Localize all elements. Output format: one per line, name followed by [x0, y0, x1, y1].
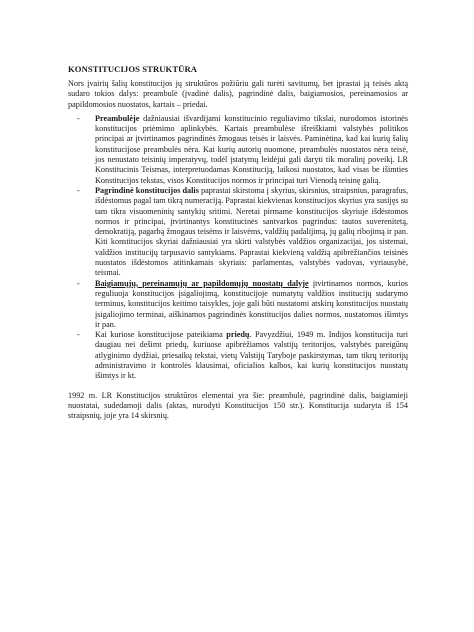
intro-paragraph: Nors įvairių šalių konstitucijos jų struktūros požiūriu gali turėti savitumų, bet įprastai ją teisės aktą sudaro tokios dalys: preambulė (įvadinė dalis), pagrindinė dalis, baigiamosios, pereinamosios ar papildomosios nuostatos, kartais – priedai.: [68, 79, 408, 109]
list-dash: -: [77, 113, 80, 123]
annexes-pre-text: Kai kuriose konstitucijose pateikiama: [95, 330, 227, 340]
list-item-annexes: [77, 330, 408, 381]
main-part-text: paprastai skirstoma į skyrius, skirsnius, straipsnius, paragrafus, išdėstomus pagal tam tikrą numeraciją. Paprastai kiekvienas konstitucijos skyrius yra susijęs su tam tikra visuomeninių santykių sritimi. Neretai pirmame konstitucijos skyriuje išdėstomos normos ir principai, įtvirtinantys konstitucinės santvarkos pagrindus: tautos suverenitetą, demokratiją, pagarbą žmogaus teisėms ir laisvėms, valdžių padalijimą, jų galių ribojimą ir pan. Kiti konstitucijos skyriai dažniausiai yra skirti valstybės valdžios organizacijai, jos sistemai, valdžios institucijų tarpusavio santykiams. Paprastai kiekvieną valdžią apibrėžiančios teisinės nuostatos išdėstomos atitinkamais skyriais: parlamentas, valstybės vadovas, vyriausybė, teismai.: [95, 185, 408, 278]
term-main-part: Pagrindinė konstitucijos dalis: [95, 185, 199, 195]
structure-parts-list: [68, 114, 408, 382]
closing-paragraph: 1992 m. LR Konstitucijos struktūros elementai yra šie: preambulė, pagrindinė dalis, baigiamieji nuostatai, sudedamoji dalis (aktas, nurodyti Konstitucijos 150 str.). Konstitucija sudaryta iš 154 straipsnių, joje yra 14 skirsnių.: [68, 390, 408, 421]
final-provisions-text: įtvirtinamos normos, kurios reguliuoja konstitucijos įsigaliojimą, konstitucijoje numatytų valdžios institucijų sudarymo terminus, konstitucijos keitimo taisykles, joje gali būti nustatomi atskirų konstitucijos nuostatų įsigaliojimo terminai, aiškinamos pagrindinės konstitucijos dalies normos, nustatomos išimtys ir pan.: [95, 278, 408, 329]
list-item-preamble: [77, 113, 408, 186]
document-body: [68, 64, 408, 422]
term-preamble: Preambulėje: [95, 113, 140, 123]
list-item-final-provisions: [77, 278, 408, 330]
document-title: KONSTITUCIJOS STRUKTŪRA: [68, 64, 198, 74]
list-dash: -: [77, 278, 80, 288]
term-annexes: priedų: [226, 330, 250, 340]
term-final-provisions: Baigiamųjų, pereinamųjų ar papildomųjų nuostatų dalyje: [95, 278, 309, 288]
annexes-text: . Pavyzdžiui, 1949 m. Indijos konstitucija turi daugiau nei dešimt priedų, kuriuose apibrėžiamos valstijų teritorijos, valstybės pareigūnų atlyginimo dydžiai, priesaikų tekstai, vietų Valstijų Taryboje paskirstymas, tam tikrų teritorijų administravimo ir kontrolės klausimai, oficialios kalbos, kai kurių konstitucijos nuostatų išimtys ir kt.: [95, 330, 408, 381]
list-dash: -: [77, 185, 80, 195]
list-item-main-part: [77, 185, 408, 279]
preamble-text: dažniausiai išvardijami konstitucinio reguliavimo tikslai, nurodomos istorinės konstitucijos priėmimo aplinkybės. Kartais preambulėse išreiškiami valstybės politikos principai ar įtvirtinamos pagrindinės žmogaus teisės ir laisvės. Paminėtina, kad kai kurių šalių konstitucijose preambulės nėra. Kai kurių autorių nuomone, preambulės nuostatos nėra teisė, jos nenustato teisinių imperatyvų, todėl įstatymų leidėjui gali daryti tik moralinį poveikį. LR Konstitucinis Teismas, interpretuodamas Konstituciją, laikosi nuostatos, kad visas be išimties Konstitucijos tekstas, visos Konstitucijos normos ir principai turi Vienodą teisinę galią.: [95, 113, 408, 185]
list-dash: -: [77, 330, 80, 340]
